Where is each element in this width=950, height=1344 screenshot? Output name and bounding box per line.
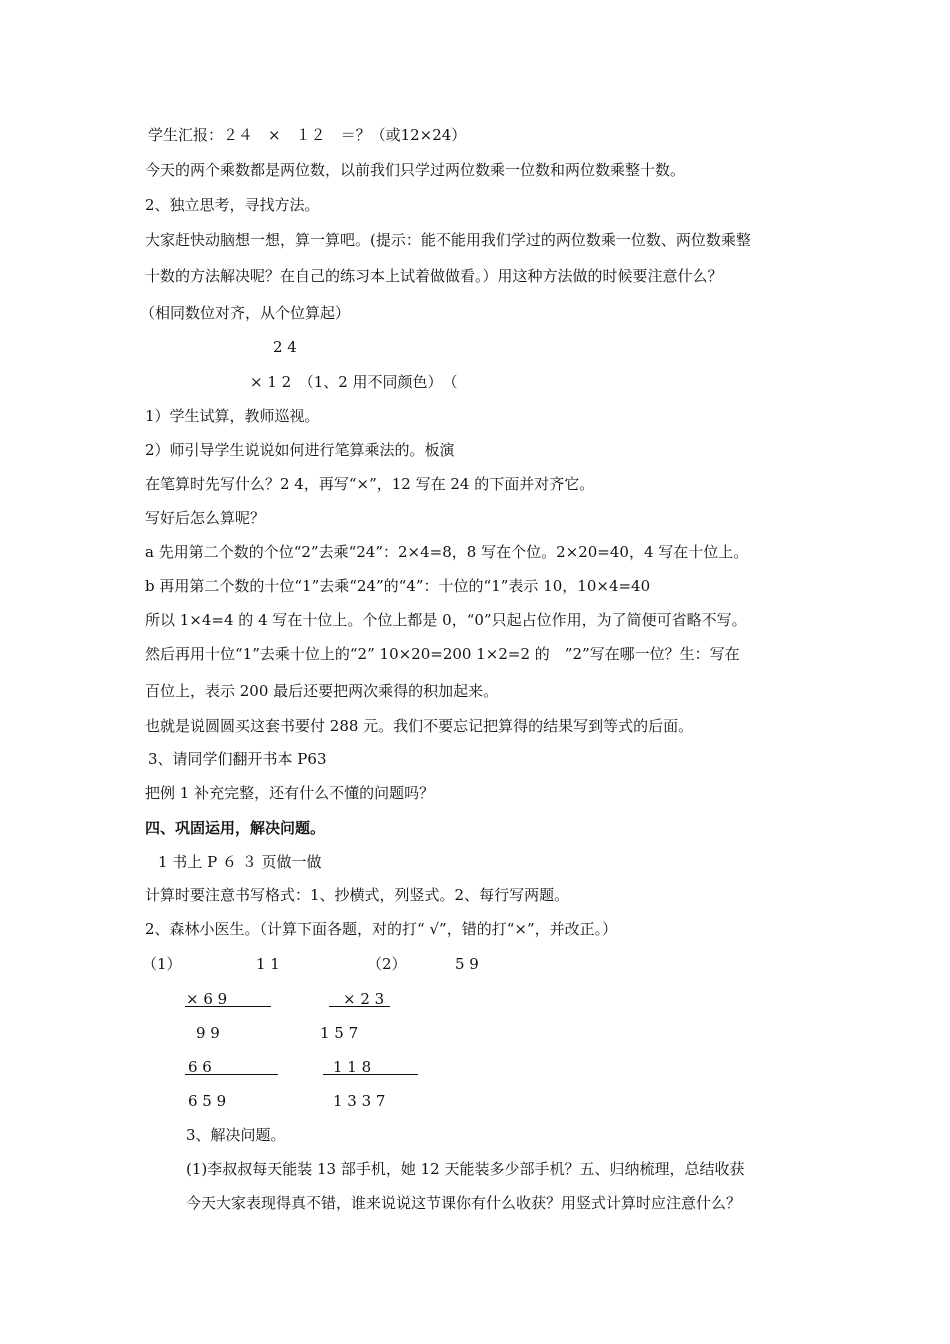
- exercise-item: 1 书上 P ６ ３ 页做一做: [158, 853, 322, 871]
- paragraph: b 再用第二个数的十位“1”去乘“24”的“4”：十位的“1”表示 10，10×4=40: [145, 577, 651, 595]
- paragraph: 十数的方法解决呢？在自己的练习本上试着做做看。）用这种方法做的时候要注意什么？: [145, 267, 723, 285]
- paragraph: 把例 1 补充完整，还有什么不懂的问题吗？: [145, 784, 435, 802]
- paragraph: 计算时要注意书写格式：1、抄横式，列竖式。2、每行写两题。: [145, 886, 570, 904]
- calc-result: 1 3 3 7: [333, 1092, 386, 1110]
- section-heading: 3、请同学们翻开书本 P63: [148, 750, 327, 768]
- section-heading: 3、解决问题。: [186, 1126, 286, 1144]
- step-item: 1）学生试算，教师巡视。: [145, 407, 320, 425]
- calc-multiplier: × 2 3: [343, 990, 385, 1008]
- step-item: 2）师引导学生说说如何进行笔算乘法的。板演: [145, 441, 455, 459]
- calc-underline: [329, 1006, 390, 1007]
- calc-underline: [185, 1006, 271, 1007]
- paragraph: 今天大家表现得真不错，谁来说说这节课你有什么收获？用竖式计算时应注意什么？: [186, 1194, 742, 1212]
- vertical-calc-multiplier: × 1 2 （1、2 用不同颜色） （: [250, 373, 458, 391]
- paragraph: (1)李叔叔每天能装 13 部手机，她 12 天能装多少部手机？五、归纳梳理，总结收获: [186, 1160, 745, 1178]
- paragraph: 今天的两个乘数都是两位数，以前我们只学过两位数乘一位数和两位数乘整十数。: [145, 161, 686, 179]
- paragraph: 百位上，表示 200 最后还要把两次乘得的积加起来。: [145, 682, 499, 700]
- calc-result: 6 5 9: [188, 1092, 227, 1110]
- calc-partial-product: 1 5 7: [320, 1024, 359, 1042]
- calc-underline: [185, 1074, 278, 1075]
- calc-top-number: 5 9: [455, 955, 479, 973]
- calc-partial-product: 9 9: [196, 1024, 220, 1042]
- calc-partial-product: 6 6: [188, 1058, 212, 1076]
- exercise-item: 2、森林小医生。（计算下面各题，对的打“ √”，错的打“×”，并改正。）: [145, 920, 618, 938]
- paragraph: 在笔算时先写什么？2 4，再写“×”，12 写在 24 的下面并对齐它。: [145, 475, 595, 493]
- problem-label: （2）: [367, 955, 407, 973]
- calc-underline: [323, 1074, 418, 1075]
- paragraph: 然后再用十位“1”去乘十位上的“2” 10×20=200 1×2=2 的 ”2”写在哪一位？生：写在: [145, 645, 740, 663]
- paragraph: a 先用第二个数的个位“2”去乘“24”：2×4=8，8 写在个位。2×20=40，4 写在十位上。: [145, 543, 749, 561]
- vertical-calc-top: 2 4: [273, 338, 297, 356]
- problem-label: （1）: [142, 955, 182, 973]
- calc-top-number: 1 1: [256, 955, 280, 973]
- paragraph: 写好后怎么算呢？: [145, 509, 266, 527]
- section-title: 四、巩固运用，解决问题。: [145, 819, 326, 837]
- calc-partial-product: 1 1 8: [333, 1058, 372, 1076]
- paragraph: 也就是说圆圆买这套书要付 288 元。我们不要忘记把算得的结果写到等式的后面。: [145, 717, 694, 735]
- paragraph: 所以 1×4=4 的 4 写在十位上。个位上都是 0，“0”只起占位作用，为了简便可省略不写。: [145, 611, 747, 629]
- student-report-line: 学生汇报：２４ × １２ ＝？（或12×24）: [148, 126, 467, 144]
- paragraph: （相同数位对齐，从个位算起）: [140, 304, 351, 322]
- calc-multiplier: × 6 9: [186, 990, 228, 1008]
- paragraph: 大家赶快动脑想一想，算一算吧。(提示：能不能用我们学过的两位数乘一位数、两位数乘整: [145, 231, 751, 249]
- section-heading: 2、独立思考，寻找方法。: [145, 196, 320, 214]
